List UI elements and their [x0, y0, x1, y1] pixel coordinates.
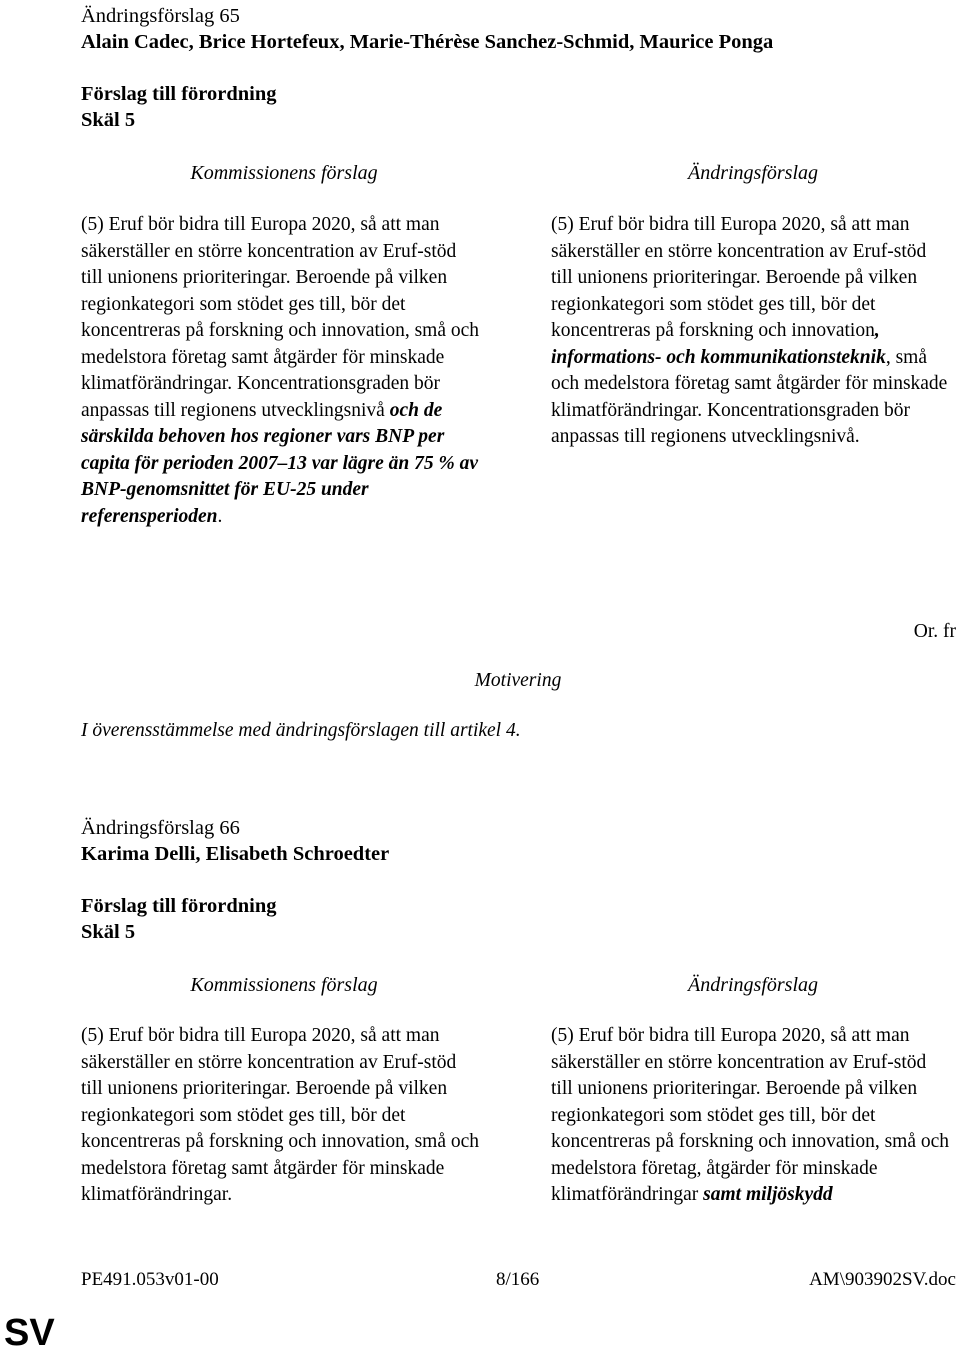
- amendment-65-amendment-text: [551, 212, 951, 451]
- justification-text: I överensstämmelse med ändringsförslagen till artikel 4.: [81, 720, 521, 741]
- amendment-65-recital: Skäl 5: [81, 109, 136, 131]
- amendment-65-right-part2: , små och medelstora företag samt åtgärder för minskade klimatförändringar. Koncentrationsgraden bör anpassas till regionens utvecklingsnivå.: [551, 346, 948, 447]
- amendment-65-number: Ändringsförslag 65: [81, 5, 240, 27]
- amendment-66-recital: Skäl 5: [81, 921, 136, 943]
- amendment-66-right-column-header: Ändringsförslag: [687, 974, 819, 996]
- amendment-66-commission-text: [81, 1023, 481, 1209]
- amendment-65-commission-text: [81, 212, 481, 530]
- amendment-66-authors: Karima Delli, Elisabeth Schroedter: [81, 843, 390, 865]
- amendment-65-right-part1: (5) Eruf bör bidra till Europa 2020, så att man säkerställer en större koncentration av Eruf-stöd till unionens prioriteringar. Beroende på vilken regionkategori som stödet ges till, bör det koncentreras på forskning och innovation: [551, 214, 927, 341]
- amendment-65-left-emphasis: och de särskilda behoven hos regioner vars BNP per capita för perioden 2007–13 var lägre än 75 % av BNP-genomsnittet för EU-25 under referensperioden: [81, 399, 479, 527]
- amendment-65-left-column-header: Kommissionens förslag: [190, 162, 378, 184]
- footer-doc-ref: PE491.053v01-00: [81, 1269, 219, 1290]
- amendment-66-right-emphasis: samt miljöskydd: [703, 1184, 833, 1205]
- amendment-66-amendment-text: [551, 1023, 951, 1209]
- amendment-66-right-plain: (5) Eruf bör bidra till Europa 2020, så att man säkerställer en större koncentration av Eruf-stöd till unionens prioriteringar. Beroende på vilken regionkategori som stödet ges till, bör det koncentreras på forskning och innovation, små och medelstora företag, åtgärder för minskade klimatförändringar: [551, 1025, 950, 1205]
- amendment-65-left-end: .: [217, 505, 223, 527]
- amendment-65-proposal-ref: Förslag till förordning: [81, 83, 277, 105]
- amendment-66-proposal-ref: Förslag till förordning: [81, 895, 277, 917]
- footer-page-number: 8/166: [496, 1269, 540, 1290]
- justification-title: Motivering: [474, 670, 562, 691]
- amendment-65-right-emphasis: , informations- och kommunikationsteknik: [551, 320, 886, 368]
- amendment-66-left-paragraph: (5) Eruf bör bidra till Europa 2020, så att man säkerställer en större koncentration av Eruf-stöd till unionens prioriteringar. Beroende på vilken regionkategori som stödet ges till, bör det koncentreras på forskning och innovation, små och medelstora företag samt åtgärder för minskade klimatförändringar.: [81, 1025, 480, 1205]
- amendment-66-left-column-header: Kommissionens förslag: [190, 974, 378, 996]
- language-code: SV: [4, 1312, 55, 1354]
- amendment-65-authors: Alain Cadec, Brice Hortefeux, Marie-Thérèse Sanchez-Schmid, Maurice Ponga: [81, 31, 774, 53]
- original-language: Or. fr: [913, 621, 956, 642]
- amendment-65-left-plain: (5) Eruf bör bidra till Europa 2020, så att man säkerställer en större koncentration av Eruf-stöd till unionens prioriteringar. Beroende på vilken regionkategori som stödet ges till, bör det koncentreras på forskning och innovation, små och medelstora företag samt åtgärder för minskade klimatförändringar. Koncentrationsgraden bör anpassas till regionens utvecklingsnivå: [81, 214, 480, 421]
- footer-file-ref: AM\903902SV.doc: [809, 1269, 956, 1290]
- amendment-66-number: Ändringsförslag 66: [81, 817, 240, 839]
- amendment-65-right-column-header: Ändringsförslag: [687, 162, 819, 184]
